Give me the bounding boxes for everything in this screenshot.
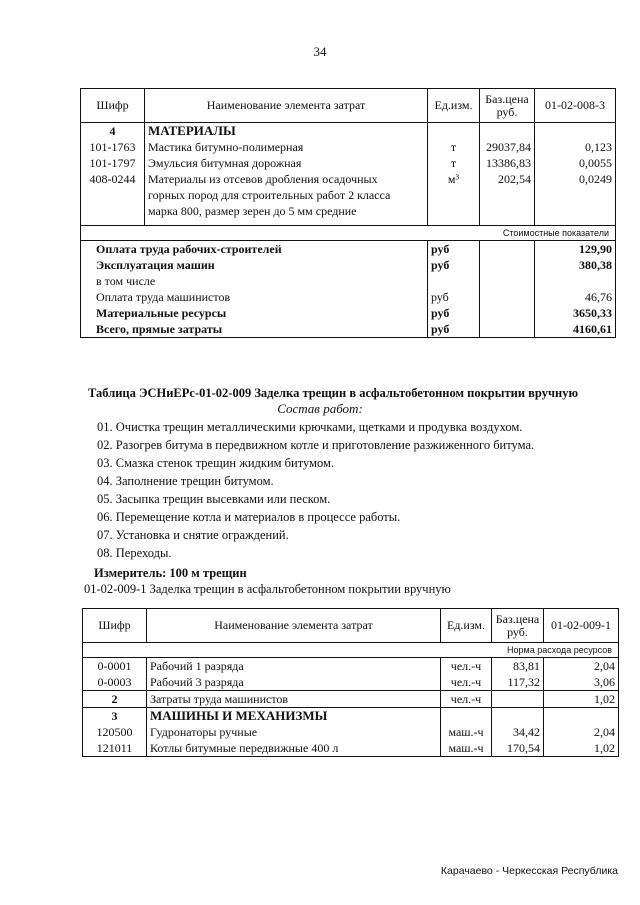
header-code: Шифр [83,609,147,643]
work-step: 05. Засыпка трещин высевками или песком. [97,492,331,506]
table-row: 408-0244 Материалы из отсевов дробления осадочных горных пород для строительных работ 2 класса марка 800, размер зерен до 5 мм средние м³ 202,54 0,0249 [81,171,616,219]
table-row: 101-1797 Эмульсия битумная дорожная т 13386,83 0,0055 [81,155,616,171]
header-norm: 01-02-008-3 [535,89,616,123]
table-title: Таблица ЭСНиЕРс-01-02-009 Заделка трещин в асфальтобетонном покрытии вручную [88,386,578,400]
work-step: 01. Очистка трещин металлическими крючками, щетками и продувка воздухом. [97,420,523,434]
footer-region: Карачаево - Черкесская Республика [440,865,618,877]
section-code: 3 [83,708,147,725]
header-unit: Ед.изм. [428,89,480,123]
section-code: 4 [81,123,145,140]
cost-label-row [81,225,616,240]
cost-row: Оплата труда машинистов руб 46,76 [81,289,616,305]
section-row-materials [81,123,616,140]
table-row: 120500 Гудронаторы ручные маш.-ч 34,42 2,04 [83,724,619,740]
table-row: 0-0001 Рабочий 1 разряда чел.-ч 83,81 2,04 [83,658,619,675]
norm-label-row [83,643,619,658]
header-name: Наименование элемента затрат [147,609,441,643]
section-name: МАШИНЫ И МЕХАНИЗМЫ [147,708,441,725]
table-header-row [81,89,616,123]
work-step: 06. Перемещение котла и материалов в процессе работы. [97,510,401,524]
table-row: 101-1763 Мастика битумно-полимерная т 29037,84 0,123 [81,139,616,155]
header-code: Шифр [81,89,145,123]
norm-label: Норма расхода ресурсов [83,643,619,658]
cost-indicators-label: Стоимостные показатели [81,225,616,240]
cost-row: Материальные ресурсы руб 3650,33 [81,305,616,321]
resources-table-2 [82,608,619,757]
labor-row: 2 Затраты труда машинистов чел.-ч 1,02 [83,691,619,708]
measurer: Измеритель: 100 м трещин [94,566,247,580]
work-composition-title: Состав работ: [277,401,363,416]
cost-row: Эксплуатация машин руб 380,38 [81,257,616,273]
cost-row: Всего, прямые затраты руб 4160,61 [81,321,616,338]
section-row-machines [83,708,619,725]
work-step: 03. Смазка стенок трещин жидким битумом. [97,456,335,470]
work-step: 04. Заполнение трещин битумом. [97,474,274,488]
header-price: Баз.цена руб. [492,609,544,643]
header-norm: 01-02-009-1 [544,609,619,643]
work-step: 08. Переходы. [97,546,172,560]
work-step: 07. Установка и снятие ограждений. [97,528,289,542]
table-row: 0-0003 Рабочий 3 разряда чел.-ч 117,32 3,06 [83,674,619,691]
cost-row: в том числе [81,273,616,289]
header-name: Наименование элемента затрат [145,89,428,123]
page-number: 34 [313,44,327,59]
table-header-row [83,609,619,643]
header-price: Баз.цена руб. [480,89,535,123]
section-name: МАТЕРИАЛЫ [145,123,428,140]
work-step: 02. Разогрев битума в передвижном котле и приготовление разжиженного битума. [97,438,535,452]
resources-table-1 [80,88,616,338]
cost-row: Оплата труда рабочих-строителей руб 129,90 [81,240,616,257]
norm-code-line: 01-02-009-1 Заделка трещин в асфальтобетонном покрытии вручную [84,582,451,596]
header-unit: Ед.изм. [441,609,492,643]
table-row: 121011 Котлы битумные передвижные 400 л маш.-ч 170,54 1,02 [83,740,619,757]
